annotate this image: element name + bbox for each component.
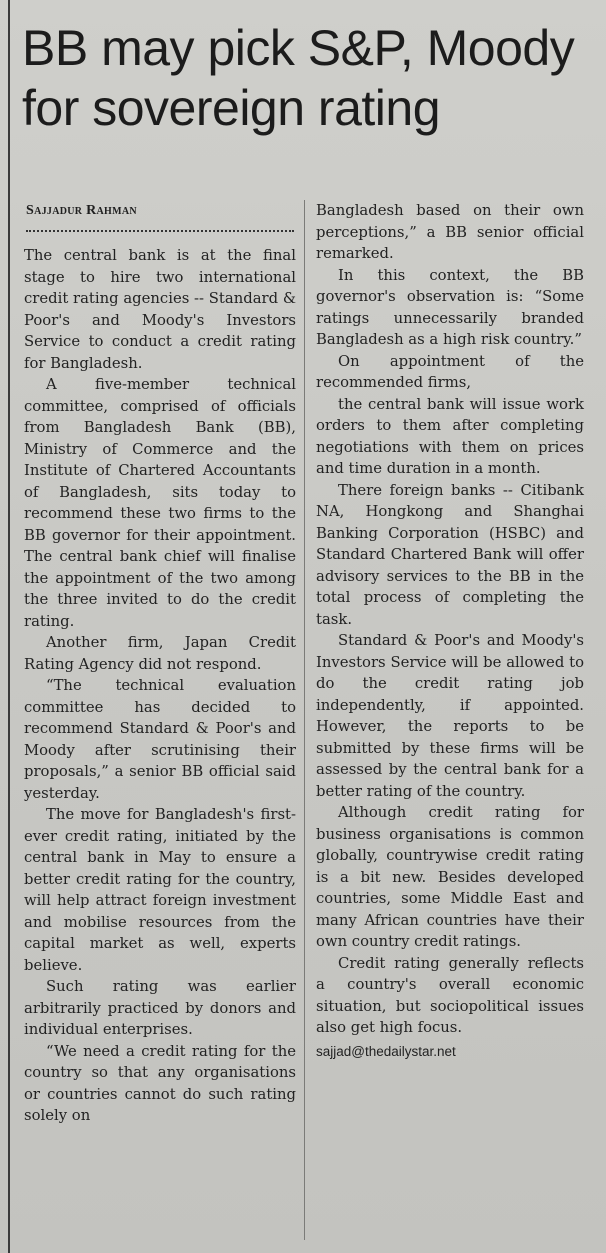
paragraph: the central bank will issue work orders to them after completing negotiations with them on prices and time duration in a month.: [316, 395, 584, 477]
paragraph: Although credit rating for business organisations is common globally, countrywise credit rating is a bit new. Besides developed countries, some Middle East and many African countries have their own country credit ratings.: [316, 804, 584, 950]
headline-line-1: BB may pick S&P, Moody: [22, 20, 575, 76]
paragraph: Another firm, Japan Credit Rating Agency did not respond.: [24, 634, 296, 673]
byline: Sajjadur Rahman: [26, 203, 137, 218]
article-column-2: [316, 200, 584, 1062]
paragraph: The central bank is at the final stage to hire two international credit rating agencies -- Standard & Poor's and Moody's Investors Service to conduct a credit rating for Bangladesh.: [24, 247, 296, 372]
left-border-rule: [8, 0, 10, 1253]
paragraph: Such rating was earlier arbitrarily practiced by donors and individual enterprises.: [24, 978, 296, 1038]
headline: [22, 18, 597, 138]
author-email: sajjad@thedailystar.net: [316, 1043, 456, 1059]
paragraph-continuation: Bangladesh based on their own perceptions,” a BB senior official remarked.: [316, 202, 584, 262]
paragraph: Credit rating generally reflects a country's overall economic situation, but sociopolitical issues also get high focus.: [316, 954, 584, 1036]
paragraph: “We need a credit rating for the country so that any organisations or countries cannot do such rating solely on: [24, 1042, 296, 1124]
paragraph: A five-member technical committee, comprised of officials from Bangladesh Bank (BB), Ministry of Commerce and the Institute of Chartered Accountants of Bangladesh, sits today to recommend these two firms to the BB governor for their appointment. The central bank chief will finalise the appointment of the two among the three invited to do the credit rating.: [24, 376, 296, 630]
paragraph: “The technical evaluation committee has decided to recommend Standard & Poor's and Moody after scrutinising their proposals,” a senior BB official said yesterday.: [24, 677, 296, 802]
paragraph: The move for Bangladesh's first-ever credit rating, initiated by the central bank in May to ensure a better credit rating for the country, will help attract foreign investment and mobilise resources from the capital market as well, experts believe.: [24, 806, 296, 974]
article-column-1: [24, 245, 296, 1127]
headline-line-2: for sovereign rating: [22, 80, 441, 136]
paragraph: On appointment of the recommended firms,: [316, 352, 584, 391]
column-divider: [304, 200, 305, 1240]
paragraph: In this context, the BB governor's observation is: “Some ratings unnecessarily branded Bangladesh as a high risk country.”: [316, 266, 584, 348]
paragraph: Standard & Poor's and Moody's Investors Service will be allowed to do the credit rating job independently, if appointed. However, the reports to be submitted by these firms will be assessed by the central bank for a better rating of the country.: [316, 632, 584, 800]
paragraph: There foreign banks -- Citibank NA, Hongkong and Shanghai Banking Corporation (HSBC) and Standard Chartered Bank will offer advisory services to the BB in the total process of completing the task.: [316, 481, 584, 628]
byline-dotted-rule: [26, 230, 294, 232]
